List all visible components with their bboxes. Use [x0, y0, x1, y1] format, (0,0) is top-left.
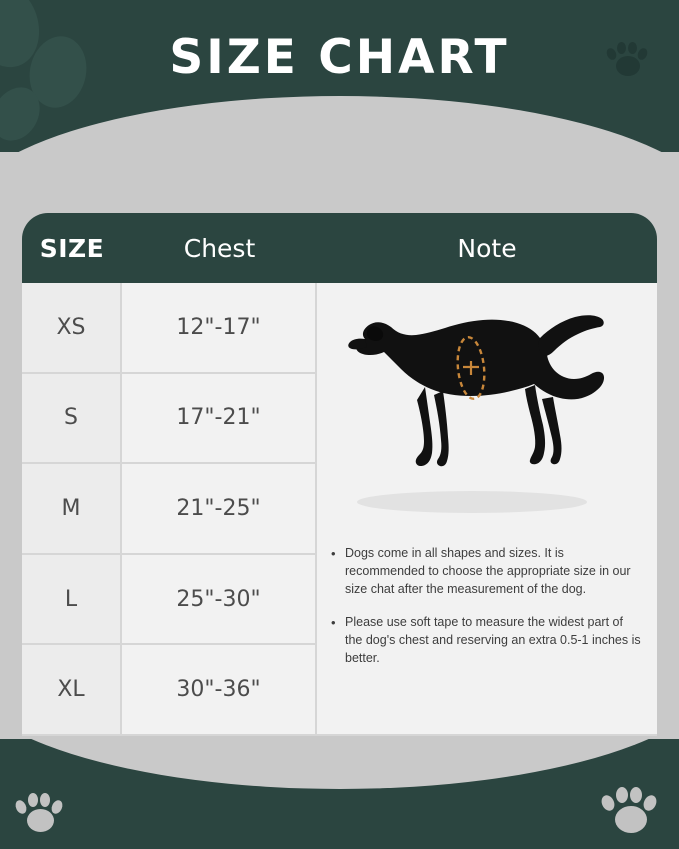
paw-print-icon: [600, 785, 660, 845]
note-text: Dogs come in all shapes and sizes. It is recommended to choose the appropriate size in our size chat after the measurement of the dog.: [345, 546, 631, 596]
bullet-icon: •: [331, 615, 336, 631]
cell-chest: 30"-36": [122, 645, 317, 736]
note-item: [331, 614, 641, 667]
size-chart-card: [22, 213, 657, 736]
column-note: [317, 283, 657, 736]
cell-chest: 21"-25": [122, 464, 317, 555]
footer-curve: [0, 739, 679, 789]
page-header: [0, 0, 679, 152]
dog-side-view-icon: [339, 305, 629, 505]
cell-chest: 25"-30": [122, 555, 317, 646]
paw-print-icon: [14, 791, 66, 843]
note-item: [331, 545, 641, 598]
cell-size: S: [22, 374, 122, 465]
table-header-row: [22, 213, 657, 283]
cell-size: XL: [22, 645, 122, 736]
header-curve: [0, 96, 679, 152]
notes-list: [331, 545, 641, 684]
table-body: [22, 283, 657, 736]
cell-size: L: [22, 555, 122, 646]
cell-chest: 17"-21": [122, 374, 317, 465]
column-header-note: Note: [457, 233, 517, 263]
column-size: [22, 283, 122, 736]
cell-size: M: [22, 464, 122, 555]
note-text: Please use soft tape to measure the widest part of the dog's chest and reserving an extra 0.5-1 inches is better.: [345, 615, 641, 665]
column-header-chest: Chest: [183, 233, 256, 263]
column-header-size: SIZE: [39, 233, 105, 263]
cell-size: XS: [22, 283, 122, 374]
dog-illustration: [317, 283, 657, 538]
page-footer: [0, 739, 679, 849]
column-chest: [122, 283, 317, 736]
page-title: SIZE CHART: [169, 30, 510, 85]
cell-chest: 12"-17": [122, 283, 317, 374]
bullet-icon: •: [331, 546, 336, 561]
